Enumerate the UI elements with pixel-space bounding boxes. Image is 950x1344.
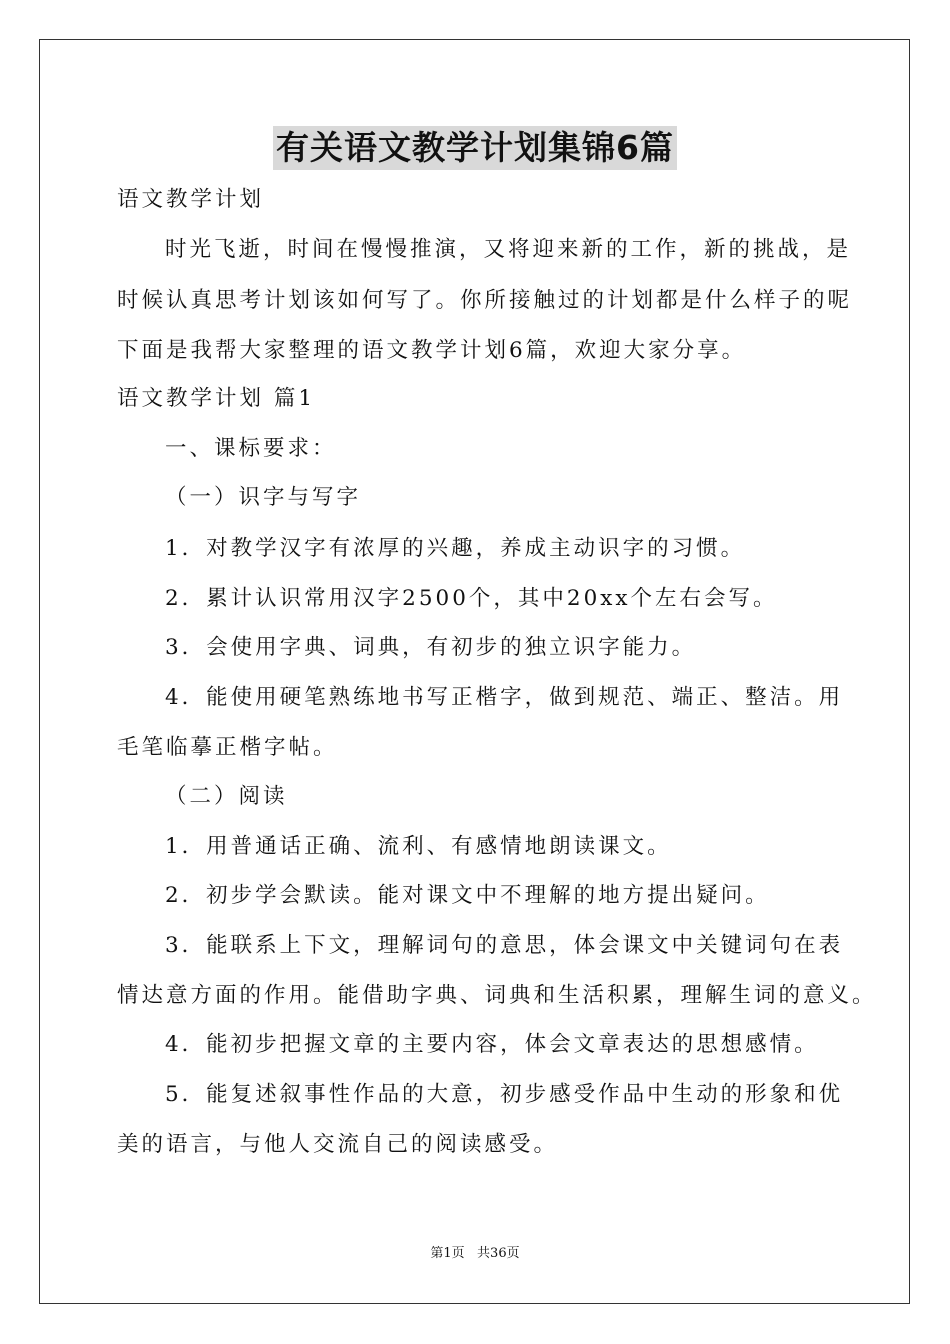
list-item: 5．能复述叙事性作品的大意，初步感受作品中生动的形象和优 [165,1082,844,1107]
subsection-heading: （二）阅读 [165,784,288,809]
paragraph-line: 时光飞逝，时间在慢慢推演，又将迎来新的工作，新的挑战，是 [165,237,852,262]
page-border [39,39,910,1304]
page-footer: 第1页 共36页 [430,1246,520,1261]
section-heading: 语文教学计划 [117,187,265,212]
title-container [0,126,950,170]
list-item: 3．能联系上下文，理解词句的意思，体会课文中关键词句在表 [165,933,844,958]
paragraph-line: 时候认真思考计划该如何写了。你所接触过的计划都是什么样子的呢 [117,288,853,313]
list-item: 1．用普通话正确、流利、有感情地朗读课文。 [165,834,672,859]
paragraph-line: 毛笔临摹正楷字帖。 [117,735,338,760]
section-heading: 语文教学计划 篇1 [117,386,316,411]
list-item: 4．能使用硬笔熟练地书写正楷字，做到规范、端正、整洁。用 [165,685,844,710]
list-item: 1．对教学汉字有浓厚的兴趣，养成主动识字的习惯。 [165,536,746,561]
paragraph-line: 下面是我帮大家整理的语文教学计划6篇，欢迎大家分享。 [117,338,747,363]
paragraph-line: 情达意方面的作用。能借助字典、词典和生活积累，理解生词的意义。 [117,983,877,1008]
list-item: 2．累计认识常用汉字2500个，其中20xx个左右会写。 [165,586,778,611]
list-item: 3．会使用字典、词典，有初步的独立识字能力。 [165,635,697,660]
list-item: 2．初步学会默读。能对课文中不理解的地方提出疑问。 [165,883,770,908]
paragraph-line: 美的语言，与他人交流自己的阅读感受。 [117,1132,559,1157]
subsection-heading: （一）识字与写字 [165,485,362,510]
list-item: 4．能初步把握文章的主要内容，体会文章表达的思想感情。 [165,1032,819,1057]
document-title: 有关语文教学计划集锦6篇 [273,126,677,170]
subsection-heading: 一、课标要求： [165,436,337,461]
